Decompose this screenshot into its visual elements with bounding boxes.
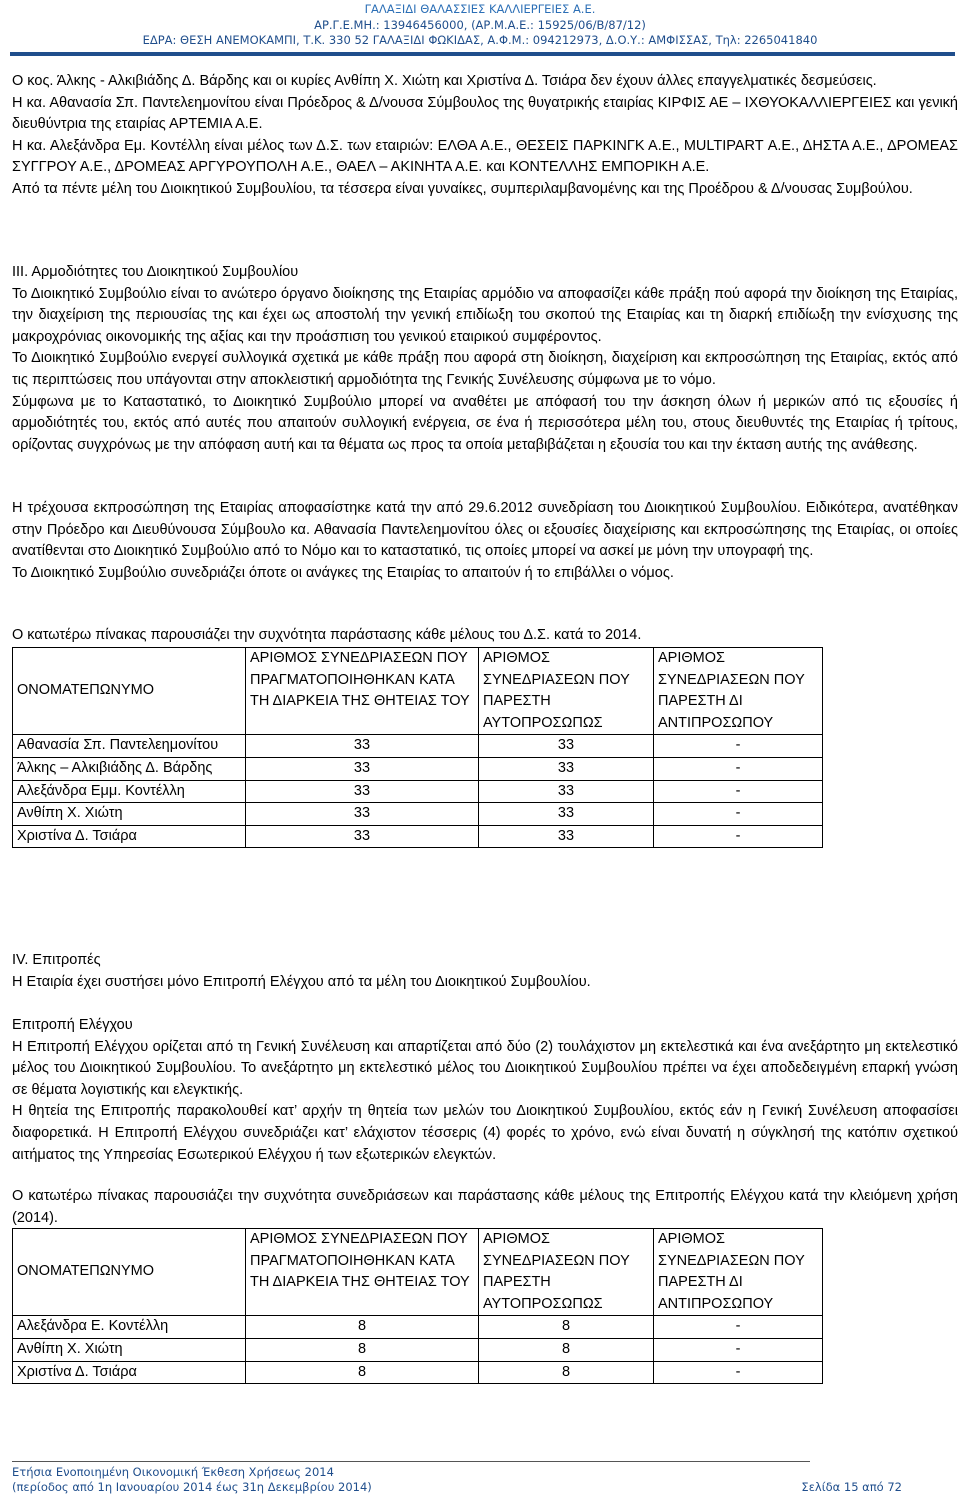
- section-3-paragraph-4: Η τρέχουσα εκπροσώπηση της Εταιρίας αποφασίστηκε κατά την από 29.6.2012 συνεδρίαση του Διοικητικού Συμβουλίου. Ειδικότερα, ανατέθηκαν στην Πρόεδρο και Διευθύνουσα Σύμβουλο κα. Αθανασία Παντελεημονίτου όλες οι εξουσίες διαχείρισης και εκπροσώπησης της Εταιρίας, οι οποίες ανατίθενται στο Διοικητικό Συμβούλιο από το Νόμο και το καταστατικό, τις οποίες μπορεί να ασκεί με μόνη την υπογραφή της.: [12, 500, 958, 560]
- audit-committee-title: Επιτροπή Ελέγχου: [12, 1017, 133, 1033]
- attended-in-person: 33: [479, 780, 654, 803]
- section-3-paragraph-5: Το Διοικητικό Συμβούλιο συνεδριάζει όποτε οι ανάγκες της Εταιρίας το απαιτούν ή το επιβάλλει ο νόμος.: [12, 564, 674, 581]
- board-attendance-table: [12, 647, 823, 848]
- attended-by-proxy: -: [654, 1316, 823, 1339]
- table-row: [13, 735, 823, 758]
- attended-by-proxy: -: [654, 1361, 823, 1384]
- intro-paragraph-2: Η κα. Αθανασία Σπ. Παντελεημονίτου είναι Πρόεδρος & Δ/νουσα Σύμβουλος της θυγατρικής εταιρίας ΚΙΡΦΙΣ ΑΕ – ΙΧΘΥΟΚΑΛΛΙΕΡΓΕΙΕΣ και γενική διευθύντρια της εταιρίας ΑΡΤΕΜΙΑ Α.Ε.: [12, 94, 958, 133]
- attended-by-proxy: -: [654, 1338, 823, 1361]
- header-attended-by-proxy: ΑΡΙΘΜΟΣ ΣΥΝΕΔΡΙΑΣΕΩΝ ΠΟΥ ΠΑΡΕΣΤΗ ΔΙ ΑΝΤΙΠΡΟΣΩΠΟΥ: [654, 648, 823, 735]
- attended-in-person: 33: [479, 803, 654, 826]
- member-name: Αθανασία Σπ. Παντελεημονίτου: [13, 735, 246, 758]
- section-3-paragraph-3: Σύμφωνα με το Καταστατικό, το Διοικητικό Συμβούλιο μπορεί να αναθέτει με απόφασή του την άσκηση όλων ή μερικών από τις εξουσίες ή αρμοδιότητές του, εκτός από αυτές που απαιτούν συλλογική ενέργεια, σε ένα ή περισσότερα μέλη του, στους διευθυντές της Εταιρίας ή τρίτους, ορίζοντας συγχρόνως με την απόφαση αυτή και τα θέματα ως προς τα οποία μεταβιβάζεται η εξουσία του και την έκταση αυτής της ανάθεσης.: [12, 393, 958, 453]
- meetings-held: 8: [246, 1361, 479, 1384]
- table-1-caption: Ο κατωτέρω πίνακας παρουσιάζει την συχνότητα παράστασης κάθε μέλους του Δ.Σ. κατά το 2014.: [12, 627, 642, 643]
- attended-in-person: 33: [479, 825, 654, 848]
- attended-in-person: 33: [479, 735, 654, 758]
- table-row: [13, 1316, 823, 1339]
- table-row: [13, 803, 823, 826]
- meetings-held: 33: [246, 780, 479, 803]
- table-row: [13, 780, 823, 803]
- table-row: [13, 1361, 823, 1384]
- audit-committee-paragraph-1: Η Επιτροπή Ελέγχου ορίζεται από τη Γενική Συνέλευση και απαρτίζεται από δύο (2) τουλάχιστον μη εκτελεστικά και ένα ανεξάρτητο μη εκτελεστικό μέλος του Διοικητικού Συμβουλίου. Το ανεξάρτητο μη εκτελεστικό μέλος του Διοικητικού Συμβουλίου πρέπει να έχει αποδεδειγμένη επαρκή γνώση σε θέματα λογιστικής και ελεγκτικής.: [12, 1038, 958, 1098]
- attended-in-person: 8: [479, 1361, 654, 1384]
- footer-report-title: Ετήσια Ενοποιημένη Οικονομική Έκθεση Χρήσεως 2014: [12, 1465, 334, 1479]
- table-1-caption-block: [12, 625, 958, 647]
- meetings-held: 33: [246, 757, 479, 780]
- header-name: ΟΝΟΜΑΤΕΠΩΝΥΜΟ: [13, 1229, 246, 1316]
- header-meetings-held: ΑΡΙΘΜΟΣ ΣΥΝΕΔΡΙΑΣΕΩΝ ΠΟΥ ΠΡΑΓΜΑΤΟΠΟΙΗΘΗΚΑΝ ΚΑΤΑ ΤΗ ΔΙΑΡΚΕΙΑ ΤΗΣ ΘΗΤΕΙΑΣ ΤΟΥ: [246, 1229, 479, 1316]
- attended-by-proxy: -: [654, 825, 823, 848]
- meetings-held: 8: [246, 1338, 479, 1361]
- attended-by-proxy: -: [654, 780, 823, 803]
- meetings-held: 33: [246, 803, 479, 826]
- member-name: Αλεξάνδρα Εμμ. Κοντέλλη: [13, 780, 246, 803]
- audit-committee-paragraph-2: Η θητεία της Επιτροπής παρακολουθεί κατ’ αρχήν τη θητεία των μελών του Διοικητικού Συμβουλίου, εκτός εάν η Γενική Συνέλευση αποφασίσει διαφορετικά. Η Επιτροπή Ελέγχου συνεδριάζει κατ’ ελάχιστον τέσσερις (4) φορές το χρόνο, ενώ είναι δυνατή η σύγκλησή της κατόπιν σχετικού αιτήματος της Υπηρεσίας Εσωτερικού Ελέγχου ή των εξωτερικών ελεγκτών.: [12, 1103, 958, 1163]
- section-3: [12, 262, 958, 456]
- member-name: Χριστίνα Δ. Τσιάρα: [13, 825, 246, 848]
- section-3-paragraph-1: Το Διοικητικό Συμβούλιο είναι το ανώτερο όργανο διοίκησης της Εταιρίας αρμόδιο να αποφασίζει κάθε πράξη πού αφορά την διοίκηση της Εταιρίας, την διαχείριση της περιουσίας της και έχει ως αποστολή την γενική επιδίωξη του σκοπού της Εταιρίας και τη διαρκή επιδίωξη την ενίσχυσης της μακροχρόνιας οικονομικής της αξίας και την προάσπιση του γενικού εταιρικού συμφέροντος.: [12, 285, 958, 345]
- meetings-held: 33: [246, 825, 479, 848]
- header-attended-in-person: ΑΡΙΘΜΟΣ ΣΥΝΕΔΡΙΑΣΕΩΝ ΠΟΥ ΠΑΡΕΣΤΗ ΑΥΤΟΠΡΟΣΩΠΩΣ: [479, 648, 654, 735]
- header-rule: [10, 52, 955, 56]
- table-header-row: [13, 1229, 823, 1316]
- table-2-caption-block: [12, 1186, 958, 1229]
- section-3-paragraph-2: Το Διοικητικό Συμβούλιο ενεργεί συλλογικά σχετικά με κάθε πράξη που αφορά στη διοίκηση, διαχείριση και εκπροσώπηση της Εταιρίας, εκτός από τις περιπτώσεις που υπάγονται στην αποκλειστική αρμοδιότητα της Γενικής Συνέλευσης σύμφωνα με το νόμο.: [12, 350, 958, 388]
- member-name: Ανθίπη Χ. Χιώτη: [13, 1338, 246, 1361]
- header-attended-in-person: ΑΡΙΘΜΟΣ ΣΥΝΕΔΡΙΑΣΕΩΝ ΠΟΥ ΠΑΡΕΣΤΗ ΑΥΤΟΠΡΟΣΩΠΩΣ: [479, 1229, 654, 1316]
- meetings-held: 33: [246, 735, 479, 758]
- section-4: [12, 950, 958, 993]
- intro-section: [12, 71, 958, 201]
- intro-paragraph-4: Από τα πέντε μέλη του Διοικητικού Συμβουλίου, τα τέσσερα είναι γυναίκες, συμπεριλαμβανομένης και της Προέδρου & Δ/νουσας Συμβούλου.: [12, 180, 913, 197]
- audit-committee-attendance-table: [12, 1228, 823, 1384]
- table-row: [13, 757, 823, 780]
- company-address: ΕΔΡΑ: ΘΕΣΗ ΑΝΕΜΟΚΑΜΠΙ, Τ.Κ. 330 52 ΓΑΛΑΞΙΔΙ ΦΩΚΙΔΑΣ, Α.Φ.Μ.: 094212973, Δ.Ο.Υ.: ΑΜΦΙΣΣΑΣ, Τηλ: 2265041840: [142, 33, 818, 47]
- company-name: ΓΑΛΑΞΙΔΙ ΘΑΛΑΣΣΙΕΣ ΚΑΛΛΙΕΡΓΕΙΕΣ Α.Ε.: [364, 2, 596, 16]
- member-name: Χριστίνα Δ. Τσιάρα: [13, 1361, 246, 1384]
- table-row: [13, 825, 823, 848]
- intro-paragraph-3: Η κα. Αλεξάνδρα Εμ. Κοντέλλη είναι μέλος των Δ.Σ. των εταιριών: ΕΛΘΑ Α.Ε., ΘΕΣΕΙΣ ΠΑΡΚΙΝΓΚ Α.Ε., MULTIPART Α.Ε., ΔΗΣΤΑ Α.Ε., ΔΡΟΜΕΑΣ ΣΥΓΓΡΟΥ Α.Ε., ΔΡΟΜΕΑΣ ΑΡΓΥΡΟΥΠΟΛΗ Α.Ε., ΘΑΕΛ – ΑΚΙΝΗΤΑ Α.Ε. και ΚΟΝΤΕΛΛΗΣ ΕΜΠΟΡΙΚΗ Α.Ε.: [12, 137, 958, 176]
- page-footer: [12, 1465, 902, 1495]
- header-attended-by-proxy: ΑΡΙΘΜΟΣ ΣΥΝΕΔΡΙΑΣΕΩΝ ΠΟΥ ΠΑΡΕΣΤΗ ΔΙ ΑΝΤΙΠΡΟΣΩΠΟΥ: [654, 1229, 823, 1316]
- section-3-representation: [12, 498, 958, 584]
- attended-by-proxy: -: [654, 735, 823, 758]
- meetings-held: 8: [246, 1316, 479, 1339]
- table-2-caption: Ο κατωτέρω πίνακας παρουσιάζει την συχνότητα συνεδριάσεων και παράστασης κάθε μέλους της Επιτροπής Ελέγχου κατά την κλειόμενη χρήση (2014).: [12, 1188, 958, 1226]
- member-name: Άλκης – Αλκιβιάδης Δ. Βάρδης: [13, 757, 246, 780]
- member-name: Αλεξάνδρα Ε. Κοντέλλη: [13, 1316, 246, 1339]
- audit-committee-section: [12, 1015, 958, 1166]
- footer-period: (περίοδος από 1η Ιανουαρίου 2014 έως 31η Δεκεμβρίου 2014): [12, 1480, 372, 1494]
- attended-in-person: 33: [479, 757, 654, 780]
- page-header: [0, 2, 960, 49]
- section-4-title: IV. Επιτροπές: [12, 952, 101, 968]
- attended-in-person: 8: [479, 1316, 654, 1339]
- intro-paragraph-1: Ο κος. Άλκης - Αλκιβιάδης Δ. Βάρδης και οι κυρίες Ανθίπη Χ. Χιώτη και Χριστίνα Δ. Τσιάρα δεν έχουν άλλες επαγγελματικές δεσμεύσεις.: [12, 73, 877, 89]
- section-3-title: ΙΙΙ. Αρμοδιότητες του Διοικητικού Συμβουλίου: [12, 264, 299, 280]
- attended-by-proxy: -: [654, 803, 823, 826]
- footer-rule: [12, 1461, 810, 1462]
- header-name: ΟΝΟΜΑΤΕΠΩΝΥΜΟ: [13, 648, 246, 735]
- member-name: Ανθίπη Χ. Χιώτη: [13, 803, 246, 826]
- attended-by-proxy: -: [654, 757, 823, 780]
- company-registry: ΑΡ.Γ.Ε.ΜΗ.: 13946456000, (ΑΡ.Μ.Α.Ε.: 15925/06/Β/87/12): [314, 17, 646, 32]
- table-header-row: [13, 648, 823, 735]
- page-number: Σελίδα 15 από 72: [801, 1480, 902, 1494]
- table-row: [13, 1338, 823, 1361]
- section-4-paragraph-1: Η Εταιρία έχει συστήσει μόνο Επιτροπή Ελέγχου από τα μέλη του Διοικητικού Συμβουλίου.: [12, 973, 591, 990]
- header-meetings-held: ΑΡΙΘΜΟΣ ΣΥΝΕΔΡΙΑΣΕΩΝ ΠΟΥ ΠΡΑΓΜΑΤΟΠΟΙΗΘΗΚΑΝ ΚΑΤΑ ΤΗ ΔΙΑΡΚΕΙΑ ΤΗΣ ΘΗΤΕΙΑΣ ΤΟΥ: [246, 648, 479, 735]
- attended-in-person: 8: [479, 1338, 654, 1361]
